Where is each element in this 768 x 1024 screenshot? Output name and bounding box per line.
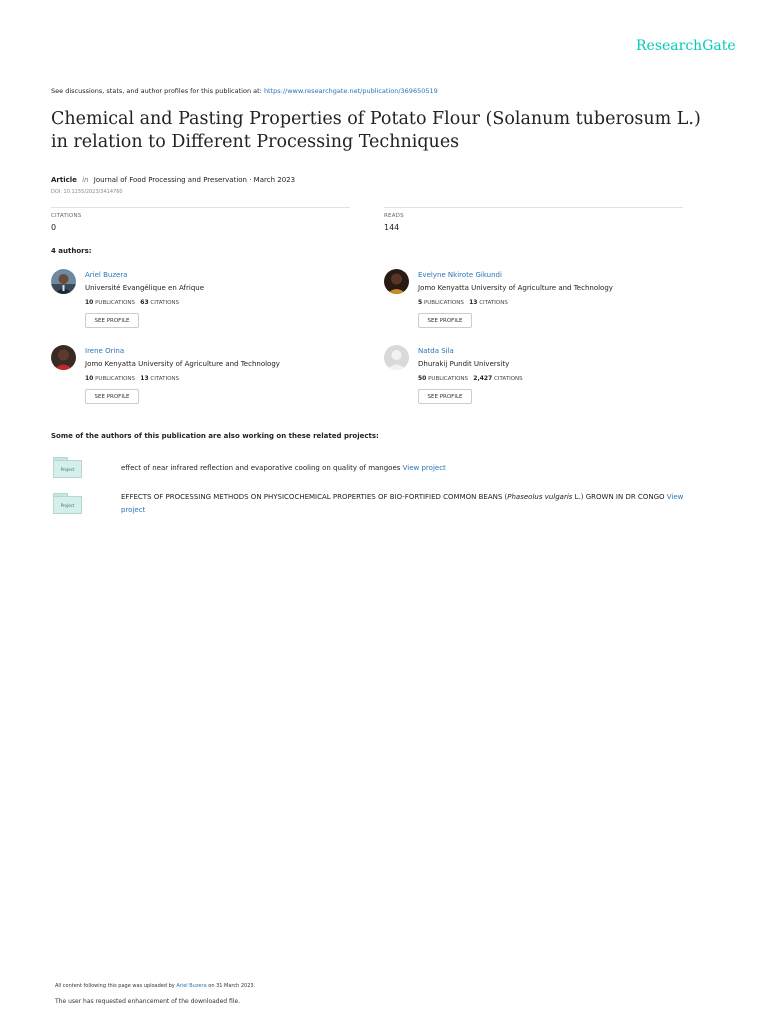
publications-label: PUBLICATIONS (428, 376, 469, 382)
author-institution: Dhurakij Pundit University (418, 360, 510, 368)
citations-count: 63 (140, 299, 149, 306)
view-project-link-word2[interactable]: project (121, 506, 146, 514)
citations-count: 0 (51, 223, 57, 232)
publications-label: PUBLICATIONS (95, 376, 136, 382)
reads-count: 144 (384, 223, 400, 232)
researchgate-logo[interactable]: ResearchGate (636, 38, 736, 54)
author-name-link[interactable]: Irene Orina (85, 347, 125, 355)
author-avatar[interactable] (384, 269, 409, 294)
citations-count: 13 (140, 375, 149, 382)
project-title-text: effect of near infrared reflection and evaporative cooling on quality of mangoes (121, 464, 401, 472)
project-title-text-end: L.) GROWN IN DR CONGO (572, 493, 665, 501)
upload-note (55, 983, 255, 989)
author-card (51, 345, 371, 415)
see-profile-button[interactable]: SEE PROFILE (85, 389, 139, 404)
view-project-link-word1[interactable]: View (666, 493, 684, 501)
project-item (53, 493, 703, 523)
see-profile-button[interactable]: SEE PROFILE (85, 313, 139, 328)
divider-citations (51, 207, 350, 208)
publications-label: PUBLICATIONS (423, 300, 464, 306)
publications-count: 5 (418, 299, 423, 306)
author-card (51, 269, 371, 339)
project-item (53, 457, 703, 481)
author-institution: Jomo Kenyatta University of Agriculture and Technology (85, 360, 280, 368)
divider-reads (384, 207, 683, 208)
project-icon-label: Project (53, 460, 82, 478)
see-profile-button[interactable]: SEE PROFILE (418, 313, 472, 328)
author-name-link[interactable]: Ariel Buzera (85, 271, 128, 279)
citations-label: CITATIONS (479, 300, 508, 306)
author-avatar[interactable] (384, 345, 409, 370)
project-folder-icon (53, 457, 83, 479)
author-name-link[interactable]: Natda Sila (418, 347, 454, 355)
project-title (121, 491, 701, 517)
reads-label: READS (384, 213, 404, 219)
project-title (121, 462, 446, 475)
author-avatar[interactable] (51, 269, 76, 294)
authors-heading: 4 authors: (51, 247, 92, 255)
citations-label: CITATIONS (150, 376, 180, 382)
discussion-line (51, 87, 438, 95)
citations-count: 13 (469, 299, 478, 306)
publication-meta (51, 176, 295, 184)
upload-suffix: on 31 March 2023. (208, 983, 256, 989)
enhancement-note: The user has requested enhancement of the downloaded file. (55, 998, 241, 1005)
view-project-link[interactable]: View project (402, 464, 446, 472)
publication-doi: DOI: 10.1155/2023/3414760 (51, 189, 123, 195)
project-folder-icon (53, 493, 83, 515)
author-stats (418, 375, 523, 382)
publication-venue: Journal of Food Processing and Preservation · March 2023 (93, 176, 296, 184)
in-word: in (82, 176, 89, 184)
author-stats (418, 299, 508, 306)
discussion-prefix: See discussions, stats, and author profiles for this publication at: (51, 87, 262, 95)
author-institution: Université Evangélique en Afrique (85, 284, 205, 292)
upload-prefix: All content following this page was uploaded by (55, 983, 175, 989)
publications-label: PUBLICATIONS (95, 300, 136, 306)
publications-count: 10 (85, 375, 94, 382)
project-icon-label: Project (53, 496, 82, 514)
project-title-text: EFFECTS OF PROCESSING METHODS ON PHYSICOCHEMICAL PROPERTIES OF BIO-FORTIFIED COMMON BEANS ( (121, 493, 508, 501)
publications-count: 50 (418, 375, 427, 382)
citations-count: 2,427 (473, 375, 493, 382)
publication-link[interactable]: https://www.researchgate.net/publication/369650519 (263, 87, 438, 95)
see-profile-button[interactable]: SEE PROFILE (418, 389, 472, 404)
author-card (384, 269, 704, 339)
publication-title: Chemical and Pasting Properties of Potato Flour (Solanum tuberosum L.) in relation to Different Processing Techniques (51, 109, 701, 152)
citations-label: CITATIONS (150, 300, 180, 306)
related-projects-heading: Some of the authors of this publication are also working on these related projects: (51, 432, 379, 440)
citations-label: CITATIONS (51, 213, 82, 219)
author-card (384, 345, 704, 415)
author-institution: Jomo Kenyatta University of Agriculture and Technology (418, 284, 613, 292)
project-title-species: Phaseolus vulgaris (507, 493, 573, 501)
author-stats (85, 375, 179, 382)
author-avatar[interactable] (51, 345, 76, 370)
publication-type: Article (51, 176, 77, 184)
author-name-link[interactable]: Evelyne Nkirote Gikundi (418, 271, 502, 279)
publications-count: 10 (85, 299, 94, 306)
uploader-link[interactable]: Ariel Buzera (176, 983, 207, 989)
author-stats (85, 299, 179, 306)
citations-label: CITATIONS (494, 376, 523, 382)
